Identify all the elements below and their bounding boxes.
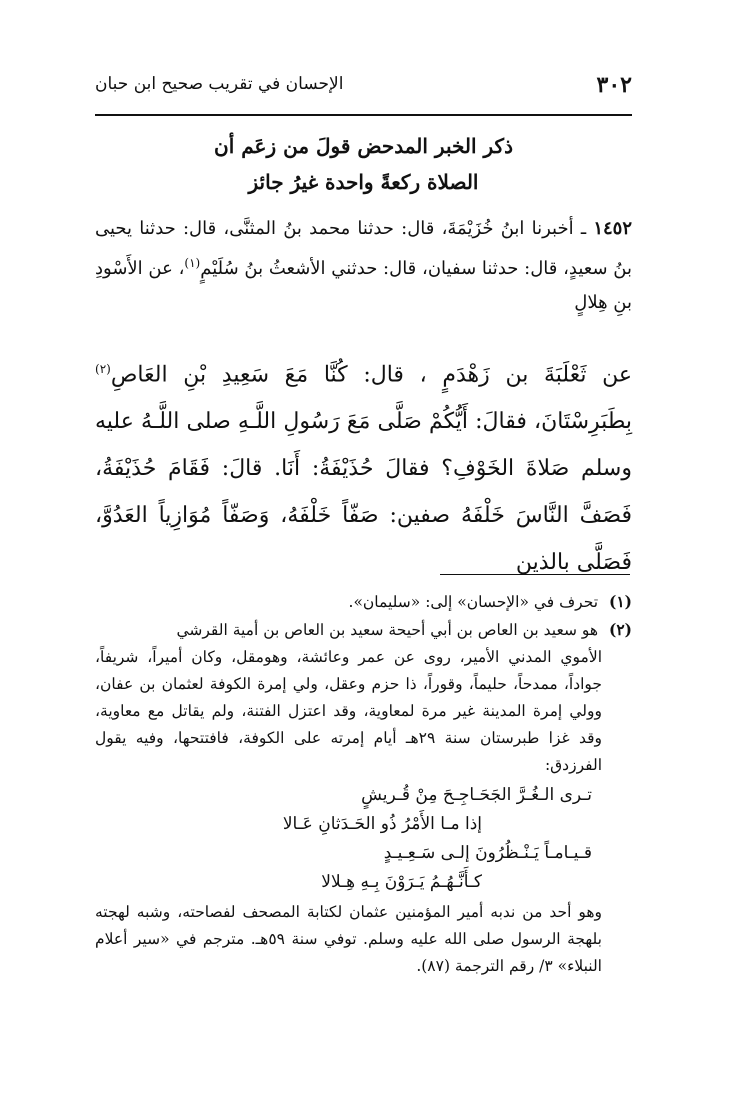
- matn-text: بِطَبَرِسْتَانَ، فقالَ: أَيُّكُمْ صَلَّى مَعَ رَسُولِ اللَّـهِ صلى اللَّـهُ عليه وسلم صَلاةَ الخَوْفِ؟ فقالَ حُذَيْفَةُ: أَنَا. قالَ: فَقَامَ حُذَيْفَةُ، فَصَفَّ النَّاسَ خَلْفَهُ صفين: صَفّاً خَلْفَهُ، وَصَفّاً مُوَازِياً العَدُوَّ، فَصَلَّى بالذين: [95, 409, 632, 576]
- hadith-number: ١٤٥٢: [593, 218, 632, 239]
- page-number: ٣٠٢: [596, 72, 632, 98]
- isnad-end: ، عن الأَسْودِ بنِ هِلالٍ: [95, 258, 632, 313]
- poem-verse-2: إذا مـا الأَمْرُ ذُو الحَـدَثانِ عَـالا: [282, 814, 482, 834]
- poem: [95, 781, 632, 897]
- chapter-heading: [95, 128, 632, 200]
- hadith-isnad: [95, 212, 632, 320]
- footnote-1-text: تحرف في «الإحسان» إلى: «سليمان».: [348, 593, 599, 611]
- matn-opening: عن ثَعْلَبَةَ بن زَهْدَمٍ ، قال: كُنَّا مَعَ سَعِيدِ بْنِ العَاصِ: [110, 362, 632, 388]
- footnote-1-marker: (١): [608, 592, 632, 611]
- chapter-heading-line-1: ذكر الخبر المدحض قولَ من زعَم أن: [214, 134, 513, 158]
- footnote-2: [95, 616, 632, 644]
- footnote-2-intro: هو سعيد بن العاص بن أبي أحيحة سعيد بن العاص بن أمية القرشي: [176, 621, 599, 639]
- hadith-matn: [95, 346, 632, 586]
- footnote-1: [95, 588, 632, 616]
- poem-verse-3: قـيـامـاً يَـنْـظُرُونَ إلـى سَـعِـيـدٍ: [383, 843, 592, 863]
- poem-verse-1: تـرى الـغُـرَّ الجَحَـاجِـحَ مِنْ قُـريشٍ: [361, 785, 592, 805]
- isnad-text: ـ أخبرنا ابنُ خُزَيْمَةَ، قال: حدثنا محمد بنُ المثنَّى، قال: حدثنا يحيى بنُ سعيدٍ، قال: حدثنا سفيان، قال: حدثني الأشعثُ بنُ سُلَيْمٍ: [95, 218, 632, 279]
- poem-verse-4: كـأَنَّـهُـمُ يَـرَوْنَ بِـهِ هِـلالا: [321, 872, 482, 892]
- footnote-reference-2: (٢): [95, 362, 111, 376]
- header-rule: [95, 114, 632, 116]
- footnote-rule: [440, 574, 630, 575]
- running-title: الإحسان في تقريب صحيح ابن حبان: [95, 74, 344, 94]
- running-header: [95, 72, 632, 106]
- footnote-2-body: الأموي المدني الأمير، روى عن عمر وعائشة، وهومقل، وكان أميراً، شريفاً، جواداً، ممدحاً، حليماً، وقوراً، ذا حزم وعقل، ولي إمرة الكوفة لعثمان بن عفان، وولي إمرة المدينة غير مرة لمعاوية، وقد اعتزل الفتنة، ولم يقاتل مع معاوية، وقد غزا طبرستان سنة ٢٩هـ أيام إمرته على الكوفة، فافتتحها، وفيه يقول الفرزدق:: [95, 648, 603, 774]
- footnote-2-tail: وهو أحد من ندبه أمير المؤمنين عثمان لكتابة المصحف لفصاحته، وشبه لهجته بلهجة الرسول صلى الله عليه وسلم. توفي سنة ٥٩هـ. مترجم في «سير أعلام النبلاء» ٣/ رقم الترجمة (٨٧).: [95, 903, 602, 975]
- footnote-reference-1: (١): [184, 256, 201, 270]
- chapter-heading-line-2: الصلاة ركعةً واحدة غيرُ جائز: [248, 170, 479, 194]
- footnotes: [95, 588, 632, 980]
- footnote-2-marker: (٢): [608, 620, 632, 639]
